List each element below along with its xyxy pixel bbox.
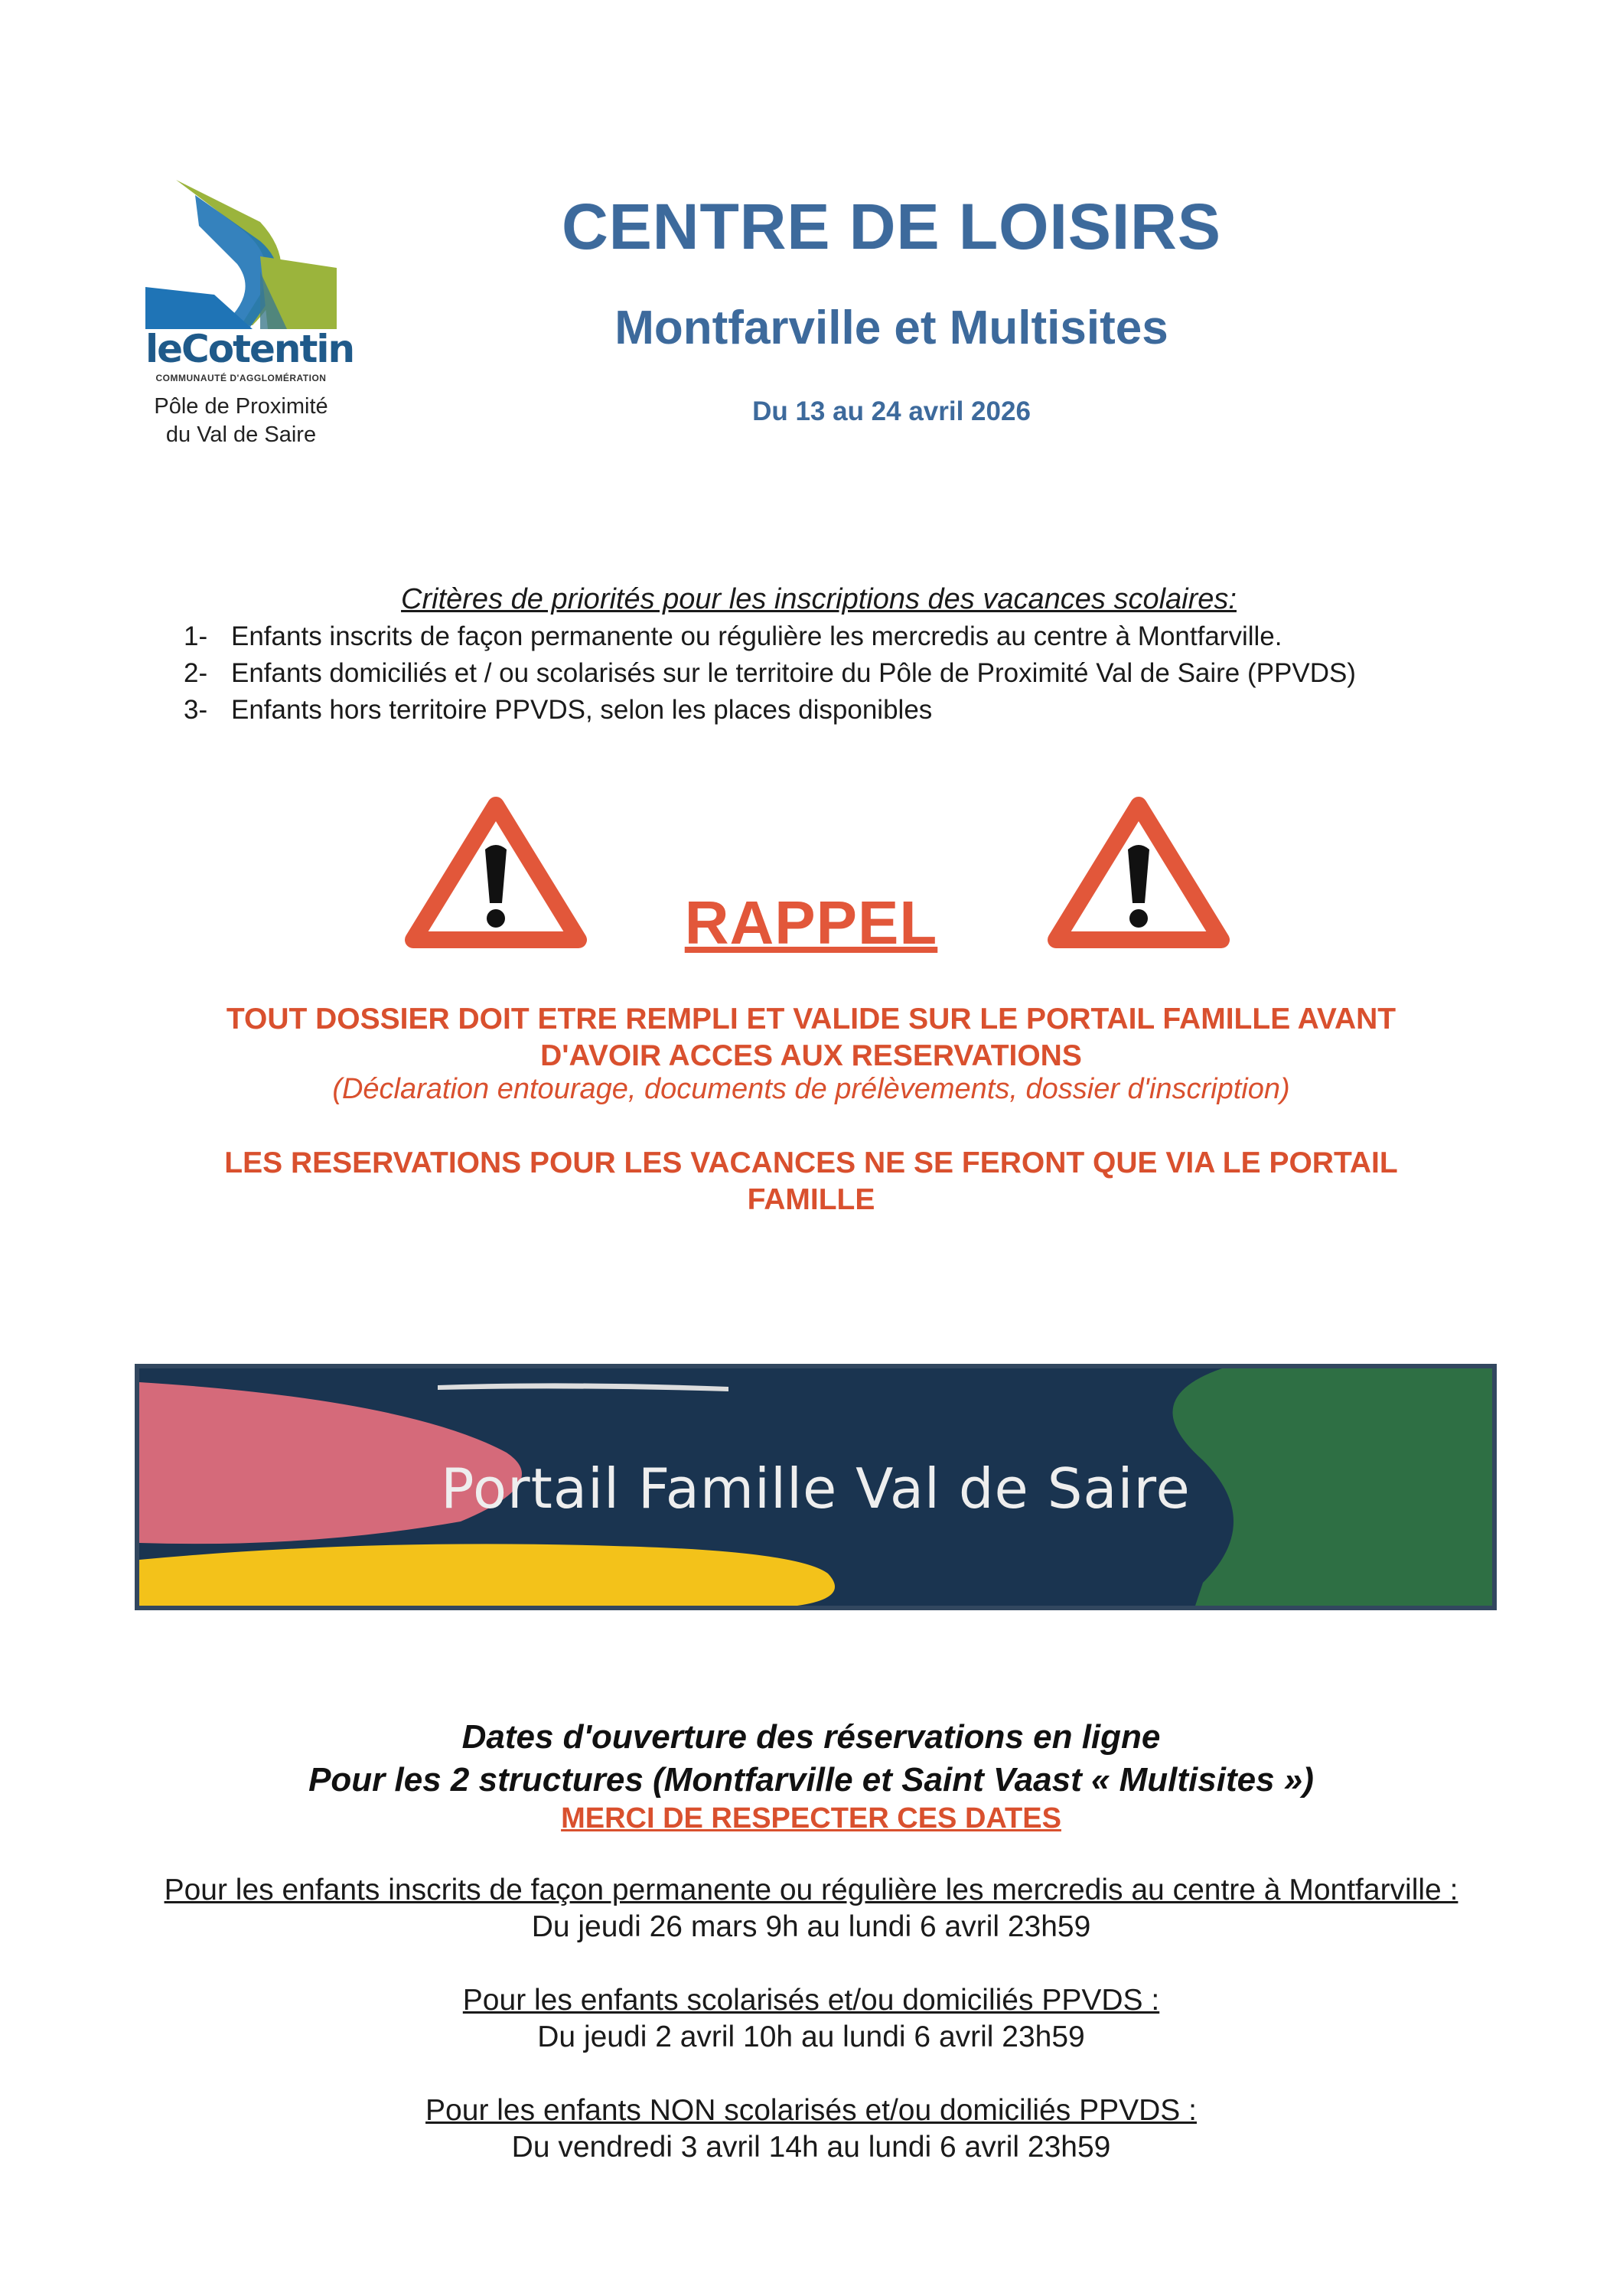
reminder-title: RAPPEL [684,889,938,957]
reminder-line-4: FAMILLE [747,1183,875,1216]
reservation-group-heading: Pour les enfants inscrits de façon permanente ou régulière les mercredis au centre à Montfarville : [164,1874,1458,1906]
reservation-group-range: Du jeudi 26 mars 9h au lundi 6 avril 23h59 [531,1910,1091,1943]
reminder-line-1: TOUT DOSSIER DOIT ETRE REMPLI ET VALIDE SUR LE PORTAIL FAMILLE AVANT [226,1003,1396,1035]
reservation-group-range: Du vendredi 3 avril 14h au lundi 6 avril 23h59 [511,2131,1111,2164]
reservation-group-range: Du jeudi 2 avril 10h au lundi 6 avril 23h59 [537,2020,1085,2053]
criteria-item [184,695,1484,726]
period-dates: Du 13 au 24 avril 2026 [752,396,1031,426]
page-subtitle: Montfarville et Multisites [614,302,1168,354]
page-title: CENTRE DE LOISIRS [562,191,1221,263]
criteria-item-number: 1- [184,621,208,651]
reservations-title-line2: Pour les 2 structures (Montfarville et Saint Vaast « Multisites ») [308,1761,1314,1799]
logo-pole [138,393,344,449]
portail-famille-banner [135,1364,1497,1610]
criteria-item [184,658,1484,689]
criteria-item-text: Enfants inscrits de façon permanente ou régulière les mercredis au centre à Montfarville. [231,621,1282,651]
criteria-item-text: Enfants hors territoire PPVDS, selon les places disponibles [231,695,933,725]
reservation-group-heading: Pour les enfants scolarisés et/ou domiciliés PPVDS : [462,1984,1160,2017]
warning-triangle-icon [404,796,588,949]
criteria-item [184,621,1484,652]
logo-name: leCotentin [145,327,354,371]
logo-pole-line2: du Val de Saire [165,422,317,447]
logo-pole-line1: Pôle de Proximité [154,394,328,419]
criteria-item-number: 2- [184,658,208,688]
reservations-title [153,1716,1469,1802]
cotentin-logo [145,180,354,455]
cotentin-logo-mark-icon [145,180,337,333]
banner-title: Portail Famille Val de Saire [441,1456,1191,1521]
reservation-group-heading: Pour les enfants NON scolarisés et/ou domiciliés PPVDS : [425,2094,1197,2127]
criteria-item-text: Enfants domiciliés et / ou scolarisés sur le territoire du Pôle de Proximité Val de Saire (PPVDS) [231,658,1356,688]
reminder-note: (Déclaration entourage, documents de prélèvements, dossier d'inscription) [332,1073,1290,1105]
criteria-heading: Critères de priorités pour les inscriptions des vacances scolaires: [401,583,1237,615]
criteria-item-number: 3- [184,695,208,725]
reservations-warning: MERCI DE RESPECTER CES DATES [561,1802,1061,1835]
reminder-line-2: D'AVOIR ACCES AUX RESERVATIONS [540,1039,1082,1072]
logo-tagline: COMMUNAUTÉ D'AGGLOMÉRATION [155,373,327,383]
reminder-line-3: LES RESERVATIONS POUR LES VACANCES NE SE FERONT QUE VIA LE PORTAIL [224,1146,1398,1179]
reservations-title-line1: Dates d'ouverture des réservations en ligne [461,1718,1161,1756]
warning-triangle-icon [1047,796,1230,949]
